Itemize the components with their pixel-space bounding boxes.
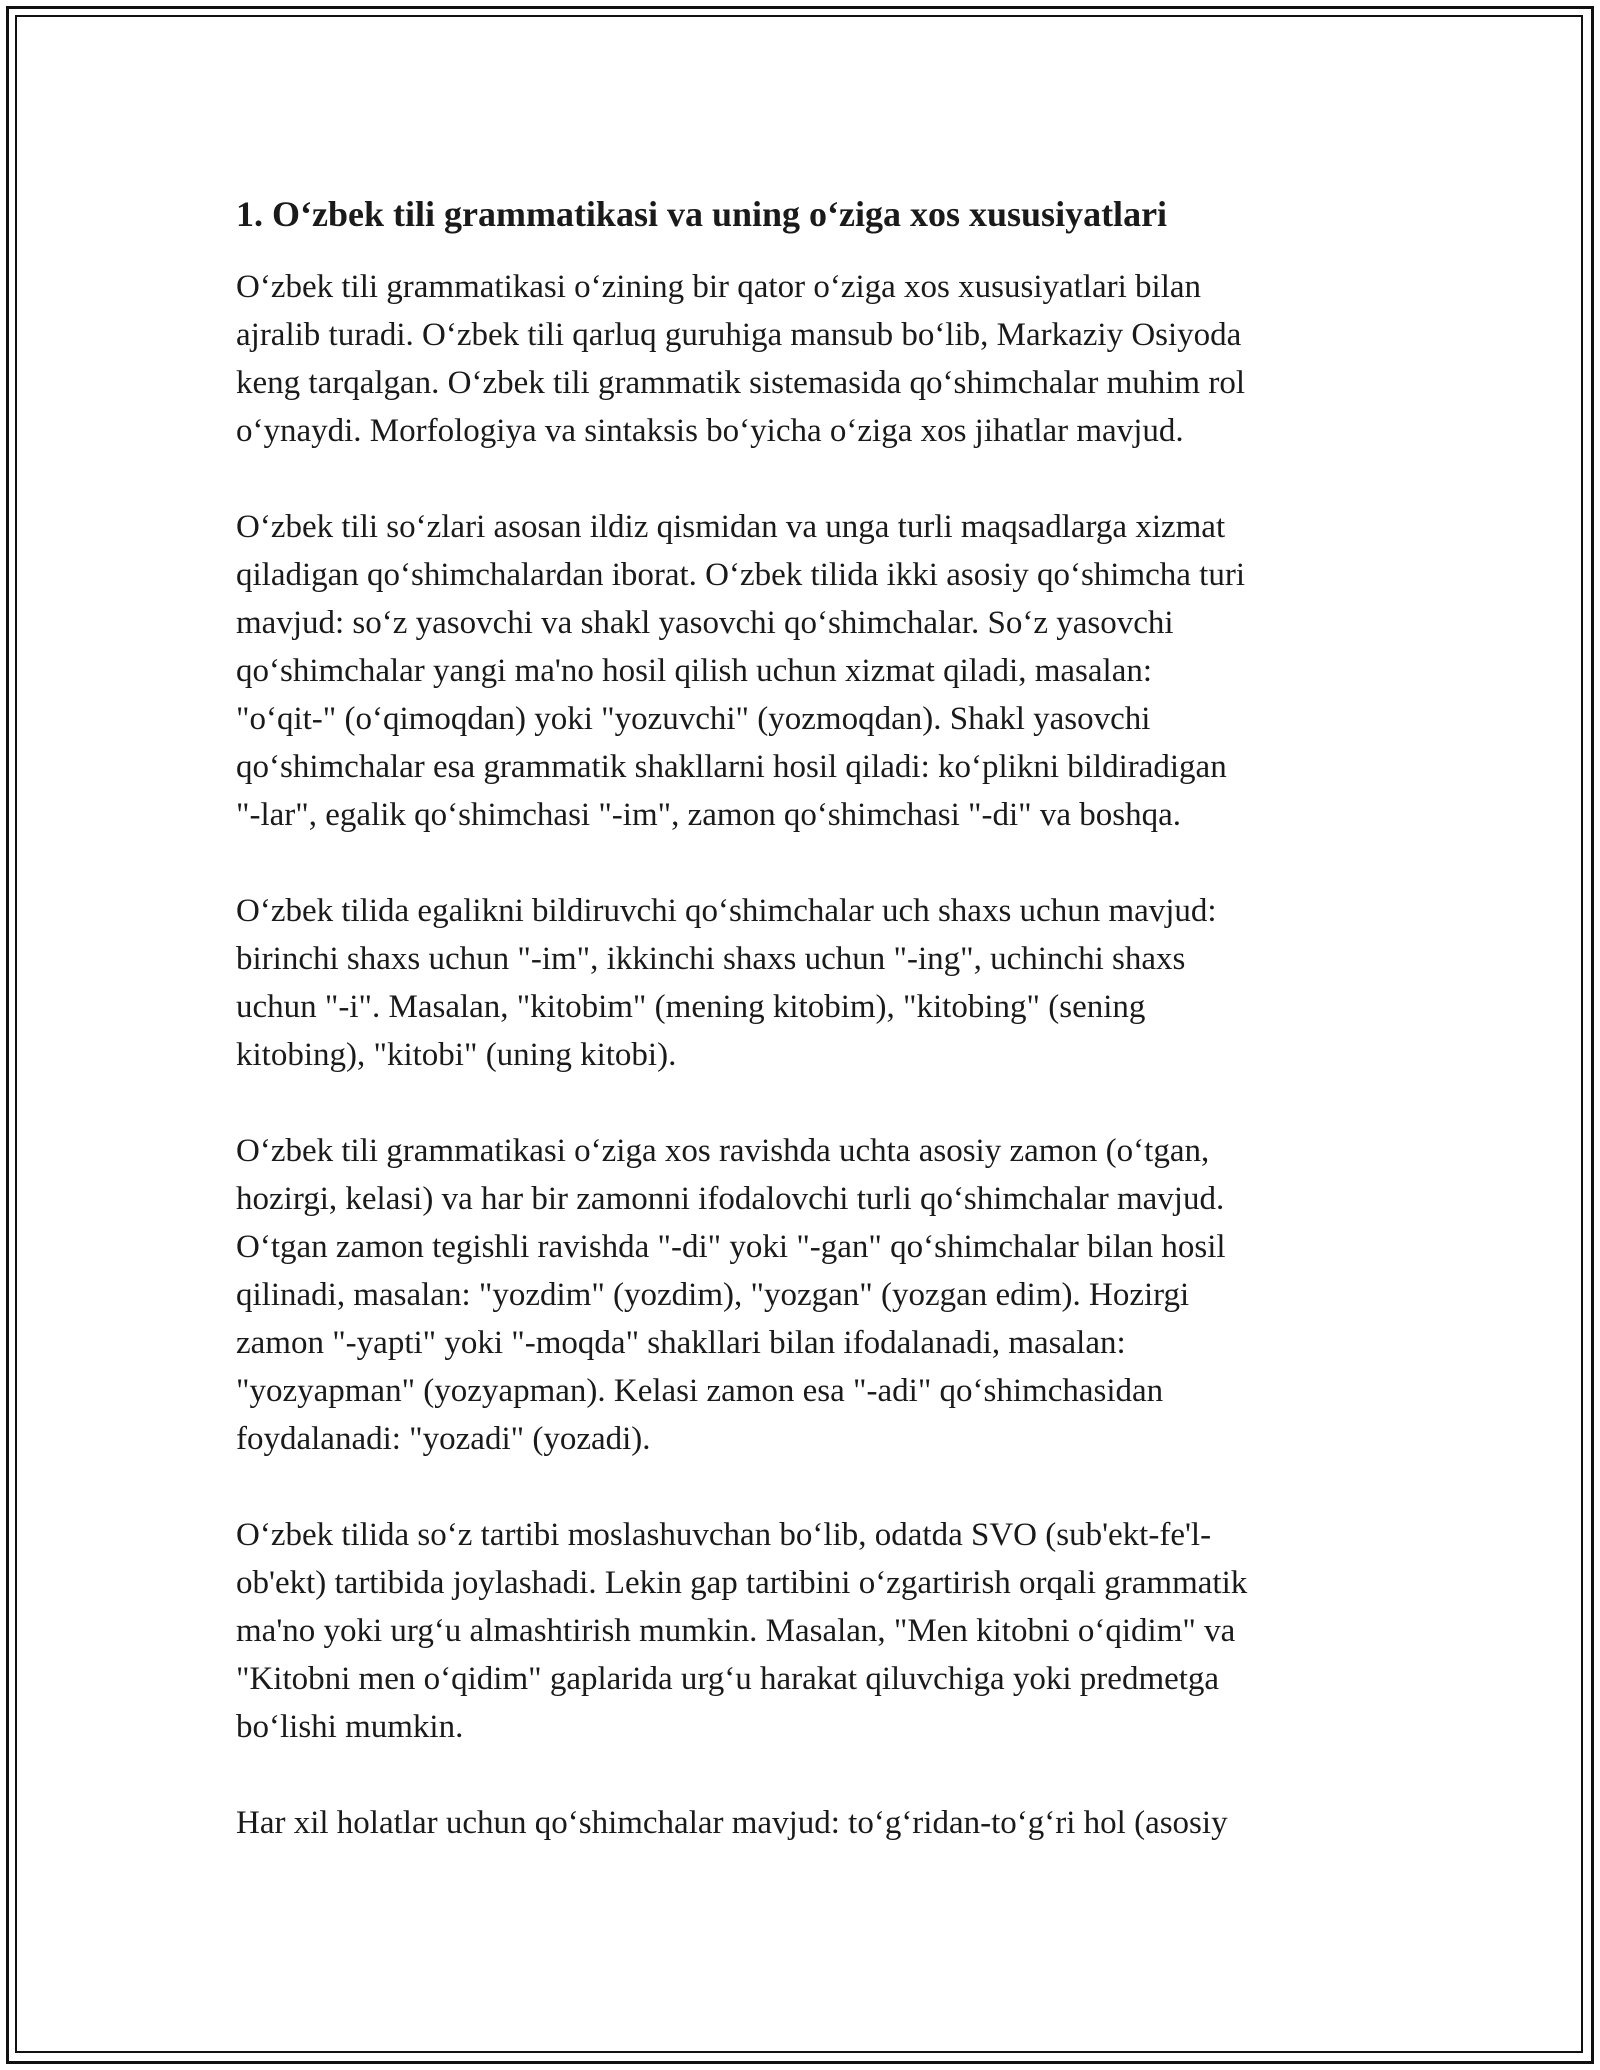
paragraph (236, 503, 1366, 839)
paragraph-line: mavjud: so‘z yasovchi va shakl yasovchi qo‘shimchalar. So‘z yasovchi (236, 605, 1174, 641)
paragraph-line: "yozyapman" (yozyapman). Kelasi zamon esa "-adi" qo‘shimchasidan (236, 1373, 1164, 1409)
paragraph (236, 263, 1366, 455)
paragraph (236, 1127, 1366, 1463)
paragraph-line: "Kitobni men o‘qidim" gaplarida urg‘u harakat qiluvchiga yoki predmetga (236, 1661, 1220, 1697)
paragraph-line: O‘zbek tili grammatikasi o‘ziga xos ravishda uchta asosiy zamon (o‘tgan, (236, 1133, 1210, 1169)
paragraph-line: ma'no yoki urg‘u almashtirish mumkin. Masalan, "Men kitobni o‘qidim" va (236, 1613, 1236, 1649)
paragraph-line: kitobing), "kitobi" (uning kitobi). (236, 1037, 677, 1073)
paragraph-line: O‘zbek tilida egalikni bildiruvchi qo‘shimchalar uch shaxs uchun mavjud: (236, 893, 1217, 929)
paragraph-line: birinchi shaxs uchun "-im", ikkinchi shaxs uchun "-ing", uchinchi shaxs (236, 941, 1186, 977)
paragraph-line: O‘tgan zamon tegishli ravishda "-di" yoki "-gan" qo‘shimchalar bilan hosil (236, 1229, 1226, 1265)
paragraph-line: O‘zbek tili grammatikasi o‘zining bir qator o‘ziga xos xususiyatlari bilan (236, 269, 1202, 305)
paragraph-line: "-lar", egalik qo‘shimchasi "-im", zamon qo‘shimchasi "-di" va boshqa. (236, 797, 1182, 833)
paragraph-line: qilinadi, masalan: "yozdim" (yozdim), "yozgan" (yozgan edim). Hozirgi (236, 1277, 1190, 1313)
paragraph-line: qiladigan qo‘shimchalardan iborat. O‘zbek tilida ikki asosiy qo‘shimcha turi (236, 557, 1245, 593)
paragraph-line: ob'ekt) tartibida joylashadi. Lekin gap tartibini o‘zgartirish orqali grammatik (236, 1565, 1248, 1601)
paragraph-line: qo‘shimchalar esa grammatik shakllarni hosil qiladi: ko‘plikni bildiradigan (236, 749, 1227, 785)
paragraph-line: foydalanadi: "yozadi" (yozadi). (236, 1421, 651, 1457)
paragraph-line: ajralib turadi. O‘zbek tili qarluq guruhiga mansub bo‘lib, Markaziy Osiyoda (236, 317, 1242, 353)
document-body (236, 186, 1366, 1895)
paragraph-line: qo‘shimchalar yangi ma'no hosil qilish uchun xizmat qiladi, masalan: (236, 653, 1153, 689)
paragraph-line: uchun "-i". Masalan, "kitobim" (mening kitobim), "kitobing" (sening (236, 989, 1146, 1025)
paragraph-line: bo‘lishi mumkin. (236, 1709, 464, 1745)
paragraph-list (236, 263, 1366, 1847)
paragraph (236, 1799, 1366, 1847)
paragraph (236, 1511, 1366, 1751)
paragraph-line: "o‘qit-" (o‘qimoqdan) yoki "yozuvchi" (yozmoqdan). Shakl yasovchi (236, 701, 1151, 737)
paragraph (236, 887, 1366, 1079)
paragraph-line: Har xil holatlar uchun qo‘shimchalar mavjud: to‘g‘ridan-to‘g‘ri hol (asosiy (236, 1805, 1228, 1841)
paragraph-line: zamon "-yapti" yoki "-moqda" shakllari bilan ifodalanadi, masalan: (236, 1325, 1126, 1361)
paragraph-line: o‘ynaydi. Morfologiya va sintaksis bo‘yicha o‘ziga xos jihatlar mavjud. (236, 413, 1184, 449)
section-heading: 1. O‘zbek tili grammatikasi va uning o‘ziga xos xususiyatlari (236, 194, 1168, 234)
paragraph-line: O‘zbek tili so‘zlari asosan ildiz qismidan va unga turli maqsadlarga xizmat (236, 509, 1226, 545)
paragraph-line: O‘zbek tilida so‘z tartibi moslashuvchan bo‘lib, odatda SVO (sub'ekt-fe'l- (236, 1517, 1212, 1553)
paragraph-line: hozirgi, kelasi) va har bir zamonni ifodalovchi turli qo‘shimchalar mavjud. (236, 1181, 1225, 1217)
paragraph-line: keng tarqalgan. O‘zbek tili grammatik sistemasida qo‘shimchalar muhim rol (236, 365, 1245, 401)
